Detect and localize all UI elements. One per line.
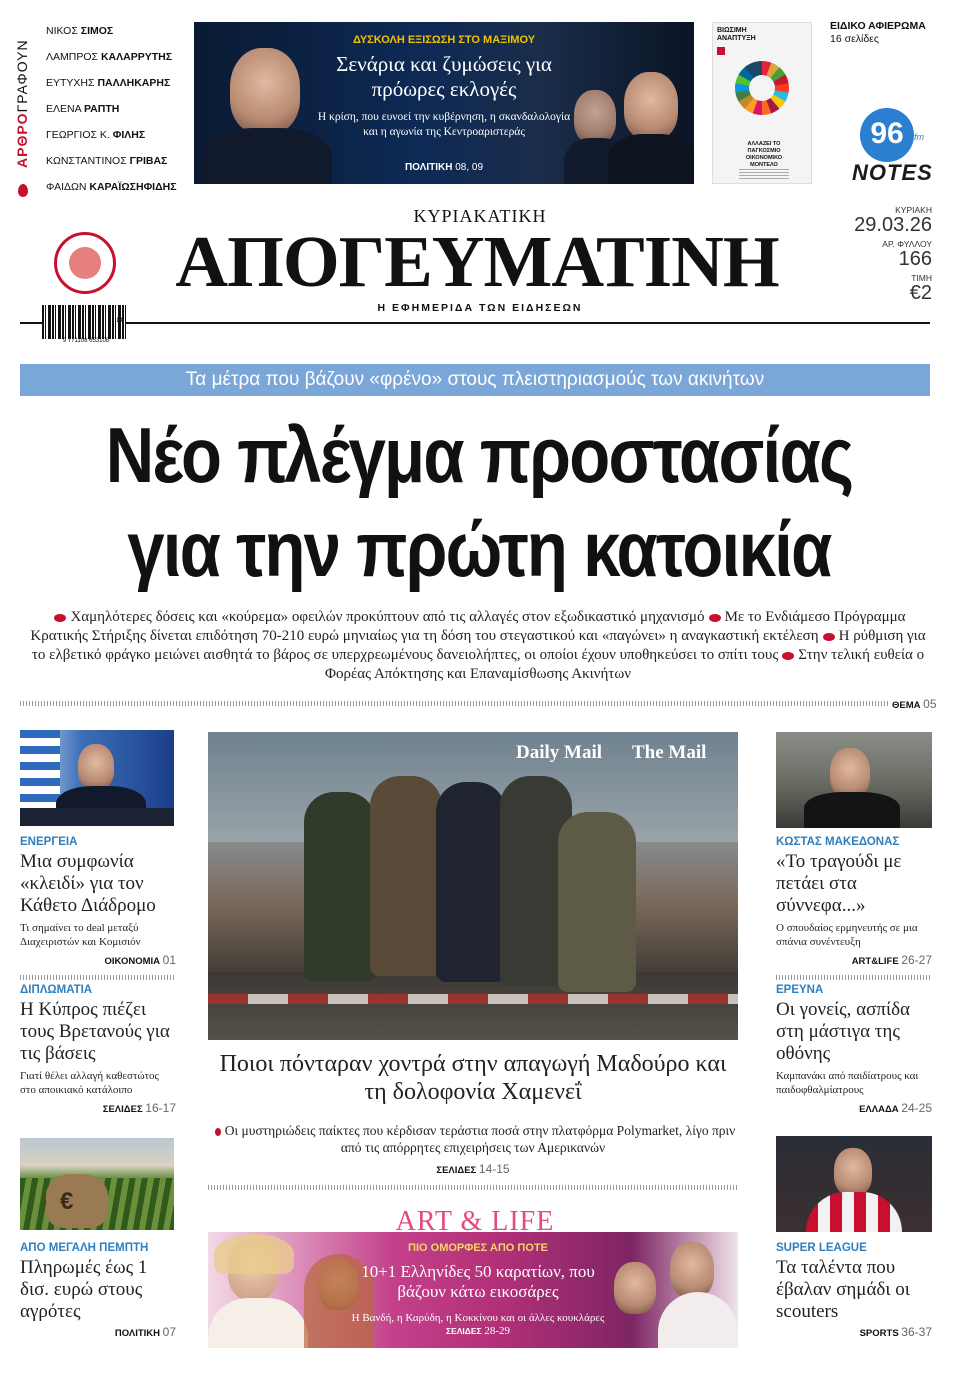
banner-title: Σενάρια και ζυμώσεις για πρόωρες εκλογές xyxy=(336,52,552,101)
columnist-list xyxy=(46,18,176,200)
newspaper-emblem-icon xyxy=(54,232,116,294)
divider xyxy=(20,701,888,706)
center-text: Οι μυστηριώδεις παίκτες που κέρδισαν τεράστια ποσά στην πλατφόρμα Polymarket, λίγο πριν από τις απόρρητες επιχειρήσεις των Αμερικανών xyxy=(208,1122,738,1156)
artlife-title: 10+1 Ελληνίδες 50 καρατίων, που βάζουν κάτω εικοσάρες xyxy=(361,1262,595,1301)
artlife-promo[interactable] xyxy=(208,1232,738,1348)
bullet-icon xyxy=(54,614,66,622)
issue-price: €2 xyxy=(909,282,932,304)
columnist[interactable]: ΕΛΕΝΑ ΡΑΠΤΗ xyxy=(46,103,120,115)
politician-photo-left xyxy=(202,40,332,184)
artlife-logo: ART & LIFE xyxy=(395,1206,555,1237)
radio-fm: fm xyxy=(914,132,924,142)
special-title: ΕΙΔΙΚΟ ΑΦΙΕΡΩΜΑ xyxy=(830,20,926,32)
lead-bullet: Στην τελική ευθεία ο Φορέας Απόκτησης και Επαναμίσθωσης Ακινήτων xyxy=(325,647,925,682)
top-banner[interactable] xyxy=(194,22,694,184)
radio-number: 96 xyxy=(860,108,914,162)
columnist[interactable]: ΚΩΝΣΤΑΝΤΙΝΟΣ ΓΡΙΒΑΣ xyxy=(46,155,168,167)
issue-label: ΑΡ. ΦΥΛΛΟΥ xyxy=(882,239,932,249)
bullet-icon xyxy=(823,633,835,641)
masthead-title[interactable]: ΑΠΟΓΕΥΜΑΤΙΝΗ xyxy=(175,221,779,302)
artlife-text: Η Βανδή, η Καρύδη, η Κοκκίνου και οι άλλες κουκλάρες ΣΕΛΙΔΕΣ 28-29 xyxy=(351,1312,605,1337)
story-interview[interactable]: ΚΩΣΤΑΣ ΜΑΚΕΔΟΝΑΣ «Το τραγούδι με πετάει στα σύννεφα...» Ο σπουδαίος ερμηνευτής σε μια σπάνια συνέντευξη ART&LIFE 26-27 xyxy=(776,836,932,967)
bullet-icon xyxy=(709,614,721,622)
singer-photo xyxy=(776,732,932,828)
issue-info xyxy=(850,205,932,303)
columnists-section-label xyxy=(14,18,36,188)
insert-caption: ΑΛΛΑΖΕΙ ΤΟ ΠΑΓΚΟΣΜΙΟ ΟΙΚΟΝΟΜΙΚΟ ΜΟΝΤΕΛΟ xyxy=(745,141,783,168)
section-label: ΑΡΘΡΟΓΡΑΦΟΥΝ xyxy=(14,39,30,168)
lead-bullet: Η ρύθμιση για το ελβετικό φράγκο μειώνει αισθητά το βάρος σε υπερχρεωμένους δανειολήπτες, οι οποίοι έχουν υποθηκεύσει το σπίτι τους xyxy=(31,628,926,663)
photo-credit-2: The Mail xyxy=(632,742,707,763)
special-pages: 16 σελίδες xyxy=(830,33,879,45)
special-feature[interactable] xyxy=(830,20,940,46)
masthead-tagline: Η ΕΦΗΜΕΡΙΔΑ ΤΩΝ ΕΙΔΗΣΕΩΝ xyxy=(330,302,630,314)
euro-icon: € xyxy=(60,1188,74,1215)
lead-bullet: Με το Ενδιάμεσο Πρόγραμμα Κρατικής Στήριξης δίνεται επιδότηση 70-210 ευρώ μηνιαίως για τη δόση του στεγαστικού και «παγώνει» η αναγκαστική εκτέλεση xyxy=(30,609,906,644)
center-page-ref: ΣΕΛΙΔΕΣ 14-15 xyxy=(436,1162,510,1176)
banner-kicker: ΔΥΣΚΟΛΗ ΕΞΙΣΩΣΗ ΣΤΟ ΜΑΞΙΜΟΥ xyxy=(352,34,536,46)
columnist[interactable]: ΦΑΙΔΩΝ ΚΑΡΑΪΩΣΗΦΙΔΗΣ xyxy=(46,181,177,193)
sdg-wheel-icon xyxy=(735,61,789,115)
banner-page-ref: ΠΟΛΙΤΙΚΗ 08, 09 xyxy=(404,162,484,173)
radio-logo[interactable] xyxy=(852,104,942,188)
lead-bullet: Χαμηλότερες δόσεις και «κούρεμα» οφειλών προκύπτουν από τις αλλαγές στον εξωδικαστικό μηχανισμό xyxy=(70,609,705,625)
story-energy[interactable]: ΕΝΕΡΓΕΙΑ Μια συμφωνία «κλειδί» για τον Κάθετο Διάδρομο Τι σημαίνει το deal μεταξύ Διαχειριστών και Κομισιόν ΟΙΚΟΝΟΜΙΑ 01 xyxy=(20,836,176,967)
columnist[interactable]: ΝΙΚΟΣ ΣΙΜΟΣ xyxy=(46,25,114,37)
artlife-kicker: ΠΙΟ ΟΜΟΡΦΕΣ ΑΠΟ ΠΟΤΕ xyxy=(408,1242,548,1254)
price-label: ΤΙΜΗ xyxy=(911,273,932,283)
issue-date: 29.03.26 xyxy=(854,214,932,236)
photo-credit-1: Daily Mail xyxy=(516,742,603,763)
energy-photo xyxy=(20,730,174,826)
story-diplomacy[interactable]: ΔΙΠΛΩΜΑΤΙΑ Η Κύπρος πιέζει τους Βρετανούς για τις βάσεις Γιατί θέλει αλλαγή καθεστώτος στο αποικιακό κατάλοιπο ΣΕΛΙΔΕΣ 16-17 xyxy=(20,984,176,1115)
columnist[interactable]: ΕΥΤΥΧΗΣ ΠΑΛΛΗΚΑΡΗΣ xyxy=(46,77,171,89)
drop-icon xyxy=(18,184,28,197)
bullet-icon xyxy=(215,1128,221,1136)
barcode xyxy=(42,305,126,339)
barcode-number: 9 771108 653108 xyxy=(62,338,110,344)
story-farmers[interactable]: ΑΠΟ ΜΕΓΑΛΗ ΠΕΜΠΤΗ Πληρωμές έως 1 δισ. ευρώ στους αγρότες ΠΟΛΙΤΙΚΗ 07 xyxy=(20,1242,176,1339)
story-research[interactable]: ΕΡΕΥΝΑ Οι γονείς, ασπίδα στη μάστιγα της οθόνης Καμπανάκι από παιδίατρους και παιδοφθαλμίατρους ΕΛΛΑΔΑ 24-25 xyxy=(776,984,932,1115)
lead-strap: Τα μέτρα που βάζουν «φρένο» στους πλειστηριασμούς των ακινήτων xyxy=(20,364,930,396)
masthead-kicker: ΚΥΡΙΑΚΑΤΙΚΗ xyxy=(413,206,547,226)
columnist[interactable]: ΛΑΜΠΡΟΣ ΚΑΛΑΡΡΥΤΗΣ xyxy=(46,51,172,63)
issue-number: 166 xyxy=(898,248,932,270)
lead-page-ref: ΘΕΜΑ 05 xyxy=(892,697,937,711)
lead-headline[interactable]: Νέο πλέγμα προστασίας για την πρώτη κατοικία xyxy=(105,411,853,593)
columnist[interactable]: ΓΕΩΡΓΙΟΣ Κ. ΦΙΛΗΣ xyxy=(46,129,146,141)
day-label: ΚΥΡΙΑΚΗ xyxy=(895,205,932,215)
bullet-icon xyxy=(782,652,794,660)
center-title[interactable]: Ποιοι πόνταραν χοντρά στην απαγωγή Μαδούρο και τη δολοφονία Χαμενεΐ xyxy=(219,1051,727,1105)
supplement-insert[interactable] xyxy=(712,22,812,184)
lead-bullets xyxy=(22,608,934,684)
masthead-rule xyxy=(20,322,930,324)
insert-kicker: ΒΙΩΣΙΜΗ ΑΝΑΠΤΥΞΗ xyxy=(717,27,756,42)
politician-photo-right xyxy=(564,72,694,184)
farm-photo xyxy=(20,1138,174,1230)
barcode-issue: 14 xyxy=(116,318,123,324)
story-superleague[interactable]: SUPER LEAGUE Τα ταλέντα που έβαλαν σημάδι οι scouters SPORTS 36-37 xyxy=(776,1242,932,1339)
center-photo[interactable] xyxy=(208,732,738,1040)
banner-text: Η κρίση, που ευνοεί την κυβέρνηση, η σκανδαλολογία και η αγωνία της Κεντροαριστεράς xyxy=(317,111,571,138)
radio-name: NOTES xyxy=(852,160,933,185)
football-photo xyxy=(776,1136,932,1232)
